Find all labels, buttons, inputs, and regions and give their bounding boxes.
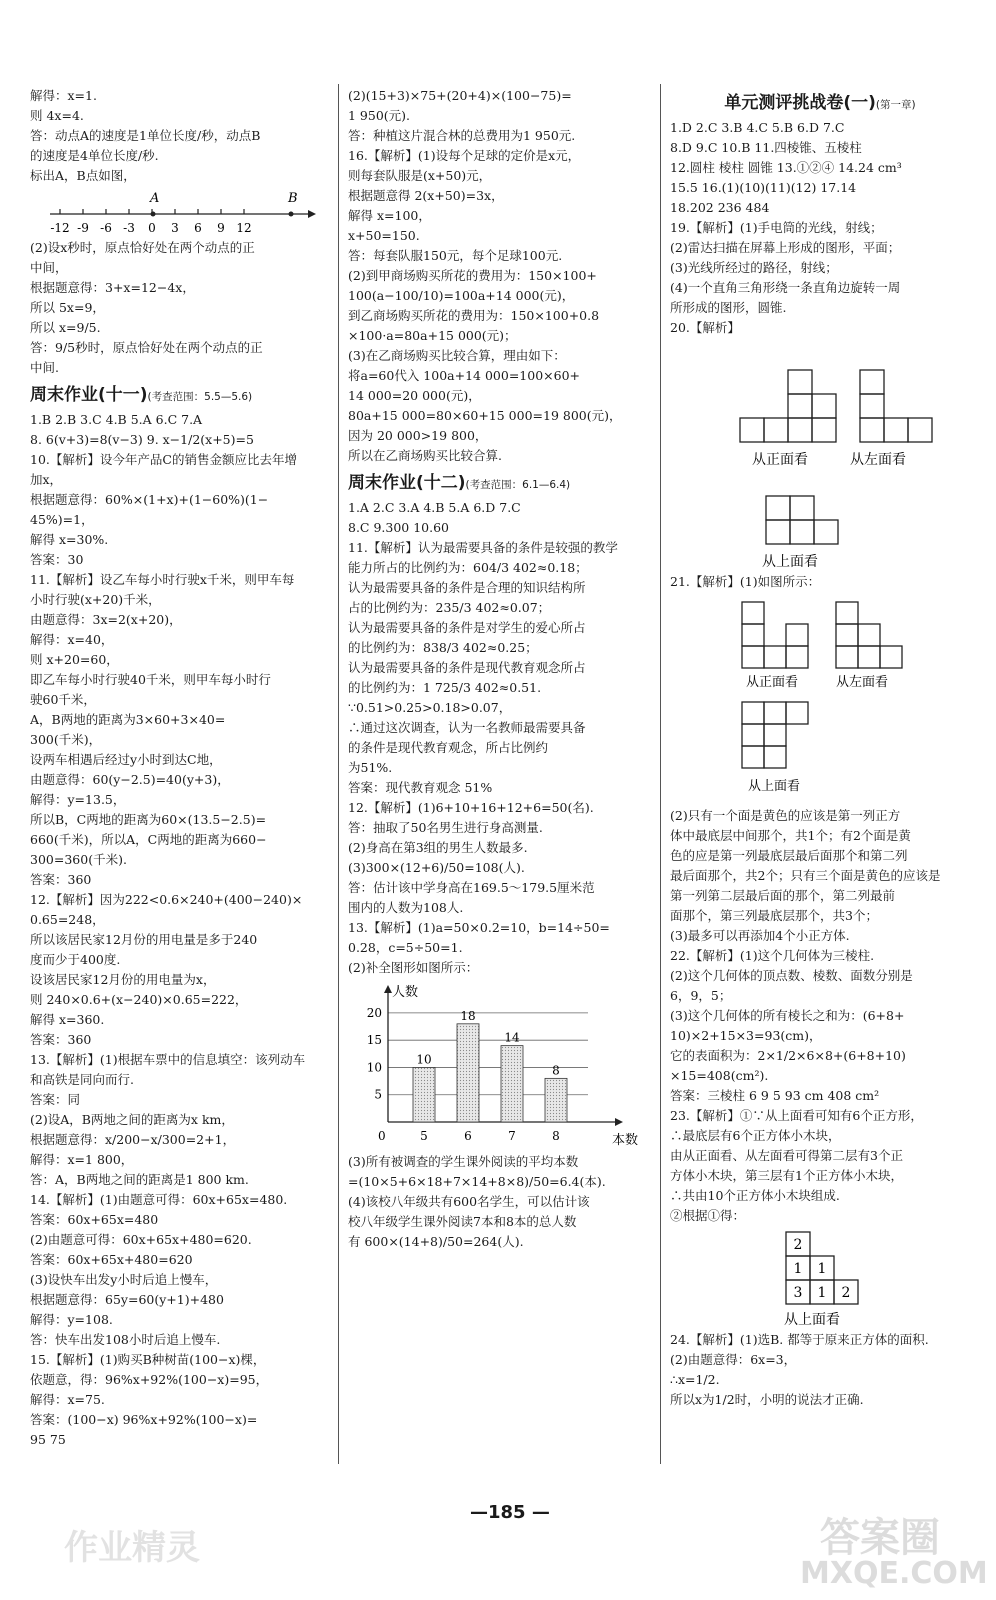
text-line: 20.【解析】 xyxy=(670,320,740,335)
text-line: 95 75 xyxy=(30,1432,66,1447)
text-line: 解得：x=1. xyxy=(30,88,97,103)
text-line: 14 000=20 000(元)， xyxy=(348,388,481,403)
column-1 xyxy=(30,86,328,1450)
number-line-tick-label: 6 xyxy=(194,221,202,235)
point-B xyxy=(289,212,294,217)
text-line: 解得：x=75. xyxy=(30,1392,105,1407)
text-line: 驶60千米， xyxy=(30,692,96,707)
text-line: 为51%. xyxy=(348,760,393,775)
text-line: 答案：三棱柱 6 9 5 93 cm 408 cm² xyxy=(670,1088,880,1103)
text-line: 围内的人数为108人. xyxy=(348,900,464,915)
text-line: 则 x+20=60， xyxy=(30,652,119,667)
text-line: 10)×2+15×3=93(cm)， xyxy=(670,1028,822,1043)
chart-bar-value-label: 8 xyxy=(552,1063,560,1078)
number-line-tick-label: 0 xyxy=(148,221,156,235)
text-line: ②根据①得： xyxy=(670,1208,746,1223)
text-line: (3)最多可以再添加4个小正方体. xyxy=(670,928,850,943)
text-line: (4)一个直角三角形绕一条直角边旋转一周 xyxy=(670,280,901,295)
text-line: 根据题意得：60%×(1+x)+(1−60%)(1− xyxy=(30,492,269,507)
chart-bar-value-label: 18 xyxy=(460,1008,476,1023)
text-line: 23.【解析】①∵从上面看可知有6个正方形， xyxy=(670,1108,923,1123)
q21-left-caption: 从左面看 xyxy=(836,675,889,690)
text-line: 根据题意得：65y=60(y+1)+480 xyxy=(30,1292,224,1307)
chart-bar xyxy=(545,1078,567,1122)
watermark-daanquan: 答案圈 xyxy=(820,1515,940,1561)
chart-x-tick-label: 8 xyxy=(552,1129,560,1143)
text-line: 认为最需要具备的条件是现代教育观念所占 xyxy=(348,660,586,675)
text-line: 所形成的图形，圆锥. xyxy=(670,300,787,315)
column-divider-2 xyxy=(660,84,661,1464)
text-line: 答：A，B两地之间的距离是1 800 km. xyxy=(30,1172,249,1187)
text-line: (3)所有被调查的学生课外阅读的平均本数 xyxy=(348,1154,579,1169)
number-line-tick-label: -6 xyxy=(100,221,112,235)
text-line: 依题意，得：96%x+92%(100−x)=95， xyxy=(30,1372,269,1387)
text-line: ∵0.51>0.25>0.18>0.07， xyxy=(348,700,512,715)
q21-three-views xyxy=(670,594,970,804)
number-line-tick-label: -12 xyxy=(50,221,70,235)
text-line: 认为最需要具备的条件是合理的知识结构所 xyxy=(348,580,586,595)
point-A xyxy=(151,212,156,217)
text-line: 解得 x=360. xyxy=(30,1012,105,1027)
q20-front-caption: 从正面看 xyxy=(752,452,808,468)
number-line-tick-label: 3 xyxy=(171,221,179,235)
text-line: 所以x为1/2时，小明的说法才正确. xyxy=(670,1392,864,1407)
text-line: 认为最需要具备的条件是对学生的爱心所占 xyxy=(348,620,586,635)
text-line: (2)补全图形如图所示： xyxy=(348,960,479,975)
section-title-weekend-11: 周末作业(十一)(考查范围：5.5—5.6) xyxy=(30,385,253,405)
chart-bar xyxy=(413,1067,435,1122)
text-line: 第一列第二层最后面的那个，第二列最前 xyxy=(670,888,896,903)
number-line-tick-label: 12 xyxy=(236,221,252,235)
text-line: 解得：y=108. xyxy=(30,1312,113,1327)
col2-lines-a xyxy=(348,86,650,466)
text-line: 1 950(元). xyxy=(348,108,411,123)
text-line: 设该居民家12月份的用电量为x， xyxy=(30,972,216,987)
q21-line: 21.【解析】(1)如图所示： xyxy=(670,574,821,589)
text-line: 0.28，c=5÷50=1. xyxy=(348,940,463,955)
col3-lines-b xyxy=(670,806,970,1226)
number-line-tick-label: -9 xyxy=(77,221,89,235)
chart-x-tick-label: 5 xyxy=(420,1129,428,1143)
text-line: 19.【解析】(1)手电筒的光线，射线； xyxy=(670,220,883,235)
chart-x-tick-label: 7 xyxy=(508,1129,516,1143)
text-line: 1.D 2.C 3.B 4.C 5.B 6.D 7.C xyxy=(670,120,845,135)
text-line: 所以B，C两地的距离为60×(13.5−2.5)= xyxy=(30,812,267,827)
text-line: 8.C 9.300 10.60 xyxy=(348,520,450,535)
text-line: 8. 6(v+3)=8(v−3) 9. x−1/2(x+5)=5 xyxy=(30,432,254,447)
text-line: 校八年级学生课外阅读7本和8本的总人数 xyxy=(348,1214,577,1229)
section-title-unit-test-1: 单元测评挑战卷(一)(第一章) xyxy=(724,93,916,113)
text-line: (2)只有一个面是黄色的应该是第一列正方 xyxy=(670,808,901,823)
text-line: 答：9/5秒时，原点恰好处在两个动点的正 xyxy=(30,340,263,355)
text-line: 最后面那个，共2个；只有三个面是黄色的应该是 xyxy=(670,868,941,883)
text-line: 24.【解析】(1)选B. 都等于原来正方体的面积. xyxy=(670,1332,929,1347)
text-line: 13.【解析】(1)a=50×0.2=10，b=14÷50= xyxy=(348,920,610,935)
text-line: 答案：60x+65x+480=620 xyxy=(30,1252,193,1267)
text-line: 色的应是第一列最底层最后面那个和第二列 xyxy=(670,848,908,863)
text-line: 小时行驶(x+20)千米， xyxy=(30,592,161,607)
text-line: 答：估计该中学身高在169.5～179.5厘米范 xyxy=(348,880,595,895)
text-line: 即乙车每小时行驶40千米，则甲车每小时行 xyxy=(30,672,271,687)
chart-bar-value-label: 14 xyxy=(504,1030,520,1045)
chart-y-tick-label: 20 xyxy=(366,1005,382,1020)
chart-y-tick-label: 15 xyxy=(366,1033,382,1048)
text-line: A，B两地的距离为3×60+3×40= xyxy=(30,712,226,727)
watermark-zuoye: 作业精灵 xyxy=(64,1528,200,1568)
text-line: 度而少于400度. xyxy=(30,952,121,967)
q23-top-view xyxy=(670,1228,970,1328)
text-line: 解得 x=30%. xyxy=(30,532,109,547)
q21-top-caption: 从上面看 xyxy=(748,779,801,794)
text-line: 12.圆柱 棱柱 圆锥 13.①②④ 14.24 cm³ xyxy=(670,160,902,175)
text-line: ∴通过这次调查，认为一名教师最需要具备 xyxy=(348,720,586,735)
q21-front-caption: 从正面看 xyxy=(746,675,799,690)
text-line: 答：快车出发108小时后追上慢车. xyxy=(30,1332,221,1347)
number-line-tick-label: 9 xyxy=(217,221,225,235)
text-line: 设两车相遇后经过y小时到达C地， xyxy=(30,752,222,767)
text-line: ∴最底层有6个正方体小木块， xyxy=(670,1128,841,1143)
text-line: ∴共由10个正方体小木块组成. xyxy=(670,1188,840,1203)
text-line: 和高铁是同向而行. xyxy=(30,1072,134,1087)
text-line: 16.【解析】(1)设每个足球的定价是x元， xyxy=(348,148,581,163)
chart-origin-label: 0 xyxy=(378,1129,386,1143)
text-line: 答：抽取了50名男生进行身高测量. xyxy=(348,820,543,835)
text-line: (2)这个几何体的顶点数、棱数、面数分别是 xyxy=(670,968,913,983)
chart-x-arrow xyxy=(615,1118,623,1126)
chart-bar xyxy=(457,1024,479,1122)
q23-cube-count: 1 xyxy=(793,1261,803,1277)
text-line: (2)由题意得：6x=3， xyxy=(670,1352,797,1367)
column-divider-1 xyxy=(338,84,339,1464)
text-line: (3)在乙商场购买比较合算，理由如下： xyxy=(348,348,566,363)
text-line: ∴x=1/2. xyxy=(670,1372,720,1387)
reading-bar-chart xyxy=(348,980,638,1150)
text-line: 答案：现代教育观念 51% xyxy=(348,780,493,795)
text-line: 14.【解析】(1)由题意可得：60x+65x=480. xyxy=(30,1192,288,1207)
text-line: 12.【解析】因为222<0.6×240+(400−240)× xyxy=(30,892,303,907)
text-line: 1.B 2.B 3.C 4.B 5.A 6.C 7.A xyxy=(30,412,203,427)
text-line: 答案：60x+65x=480 xyxy=(30,1212,159,1227)
text-line: 45%)=1， xyxy=(30,512,94,527)
col3-lines-c xyxy=(670,1330,970,1410)
text-line: (3)300×(12+6)/50=108(人). xyxy=(348,860,525,875)
q20-three-views xyxy=(670,340,970,570)
text-line: 11.【解析】设乙车每小时行驶x千米，则甲车每 xyxy=(30,572,295,587)
col2-lines-b xyxy=(348,498,650,978)
chart-y-tick-label: 10 xyxy=(366,1060,382,1075)
text-line: (2)雷达扫描在屏幕上形成的图形，平面； xyxy=(670,240,901,255)
text-line: (3)设快车出发y小时后追上慢车， xyxy=(30,1272,218,1287)
text-line: 解得：x=40， xyxy=(30,632,114,647)
text-line: 因为 20 000>19 800， xyxy=(348,428,488,443)
column-3 xyxy=(670,86,970,1410)
number-line-figure xyxy=(30,188,320,236)
q23-cube-count: 3 xyxy=(793,1285,803,1301)
text-line: 加x， xyxy=(30,472,63,487)
watermark-mxqe: MXQE.COM xyxy=(800,1556,988,1591)
text-line: (3)光线所经过的路径，射线； xyxy=(670,260,838,275)
text-line: 所以该居民家12月份的用电量是多于240 xyxy=(30,932,258,947)
q23-caption: 从上面看 xyxy=(784,1312,840,1328)
text-line: 答案：(100−x) 96%x+92%(100−x)= xyxy=(30,1412,258,1427)
text-line: 由题意得：60(y−2.5)=40(y+3)， xyxy=(30,772,230,787)
text-line: 由从正面看、从左面看可得第二层有3个正 xyxy=(670,1148,903,1163)
text-line: 将a=60代入 100a+14 000=100×60+ xyxy=(348,368,581,383)
text-line: 0.65=248， xyxy=(30,912,105,927)
text-line: 22.【解析】(1)这个几何体为三棱柱. xyxy=(670,948,875,963)
text-line: 12.【解析】(1)6+10+16+12+6=50(名). xyxy=(348,800,594,815)
q23-cube-count: 1 xyxy=(817,1285,827,1301)
text-line: (2)(15+3)×75+(20+4)×(100−75)= xyxy=(348,88,572,103)
text-line: 它的表面积为：2×1/2×6×8+(6+8+10) xyxy=(670,1048,906,1063)
text-line: 解得：x=1 800， xyxy=(30,1152,134,1167)
text-line: 18.202 236 484 xyxy=(670,200,770,215)
text-line: 10.【解析】设今年产品C的销售金额应比去年增 xyxy=(30,452,297,467)
text-line: ×15=408(cm²). xyxy=(670,1068,769,1083)
q20-top-caption: 从上面看 xyxy=(762,554,818,570)
text-line: (2)身高在第3组的男生人数最多. xyxy=(348,840,528,855)
text-line: 答：种植这片混合林的总费用为1 950元. xyxy=(348,128,576,143)
chart-bar-value-label: 10 xyxy=(416,1052,432,1067)
text-line: 的条件是现代教育观念，所占比例约 xyxy=(348,740,549,755)
text-line: (4)该校八年级共有600名学生，可以估计该 xyxy=(348,1194,590,1209)
text-line: =(10×5+6×18+7×14+8×8)/50=6.4(本). xyxy=(348,1174,606,1189)
text-line: 所以 x=9/5. xyxy=(30,320,101,335)
text-line: 15.【解析】(1)购买B种树苗(100−x)棵， xyxy=(30,1352,266,1367)
chart-bar xyxy=(501,1046,523,1122)
text-line: (2)到甲商场购买所花的费用为：150×100+ xyxy=(348,268,597,283)
text-line: (2)设x秒时，原点恰好处在两个动点的正 xyxy=(30,240,255,255)
text-line: 660(千米)，所以A，C两地的距离为660− xyxy=(30,832,267,847)
text-line: 方体小木块，第三层有1个正方体小木块， xyxy=(670,1168,903,1183)
text-line: ×100·a=80a+15 000(元)； xyxy=(348,328,517,343)
point-A-label: A xyxy=(150,191,160,206)
q23-cube-count: 2 xyxy=(841,1285,851,1301)
text-line: 解得 x=100， xyxy=(348,208,431,223)
text-line: 所以在乙商场购买比较合算. xyxy=(348,448,502,463)
chart-x-label: 本数 xyxy=(612,1133,638,1148)
chart-y-label: 人数 xyxy=(392,985,419,1000)
text-line: 答案：360 xyxy=(30,872,92,887)
text-line: 体中最底层中间那个，共1个；有2个面是黄 xyxy=(670,828,911,843)
q23-cube-count: 2 xyxy=(793,1237,803,1253)
text-line: 8.D 9.C 10.B 11.四棱锥、五棱柱 xyxy=(670,140,862,155)
text-line: 则 240×0.6+(x−240)×0.65=222， xyxy=(30,992,248,1007)
text-line: 根据题意得：x/200−x/300=2+1， xyxy=(30,1132,236,1147)
text-line: 6，9，5； xyxy=(670,988,732,1003)
text-line: 11.【解析】认为最需要具备的条件是较强的教学 xyxy=(348,540,618,555)
text-line: 300(千米)， xyxy=(30,732,102,747)
text-line: (3)这个几何体的所有棱长之和为：(6+8+ xyxy=(670,1008,905,1023)
text-line: 所以 5x=9， xyxy=(30,300,105,315)
chart-y-arrow xyxy=(384,985,392,993)
text-line: (2)由题意可得：60x+65x+480=620. xyxy=(30,1232,252,1247)
text-line: 到乙商场购买所花的费用为：150×100+0.8 xyxy=(348,308,600,323)
text-line: 则每套队服是(x+50)元， xyxy=(348,168,492,183)
q23-cube-count: 1 xyxy=(817,1261,827,1277)
text-line: 解得：y=13.5， xyxy=(30,792,126,807)
text-line: 能力所占的比例约为：604/3 402≈0.18； xyxy=(348,560,588,575)
text-line: 300=360(千米). xyxy=(30,852,127,867)
chart-y-tick-label: 5 xyxy=(374,1087,382,1102)
text-line: 根据题意得：3+x=12−4x， xyxy=(30,280,195,295)
text-line: 80a+15 000=80×60+15 000=19 800(元)， xyxy=(348,408,622,423)
text-line: 的比例约为：1 725/3 402≈0.51. xyxy=(348,680,542,695)
chart-x-tick-label: 6 xyxy=(464,1129,472,1143)
text-line: 根据题意得 2(x+50)=3x， xyxy=(348,188,504,203)
section-title-weekend-12: 周末作业(十二)(考查范围：6.1—6.4) xyxy=(348,473,571,493)
col1-lines-b xyxy=(30,238,328,378)
col3-lines-a xyxy=(670,118,970,338)
text-line: 答案：30 xyxy=(30,552,84,567)
text-line: 占的比例约为：235/3 402≈0.07； xyxy=(348,600,551,615)
text-line: 答案：同 xyxy=(30,1092,81,1107)
text-line: 的比例约为：838/3 402≈0.25； xyxy=(348,640,538,655)
text-line: 中间. xyxy=(30,360,59,375)
col1-lines-a xyxy=(30,86,328,186)
text-line: (2)设A，B两地之间的距离为x km， xyxy=(30,1112,234,1127)
text-line: 答：动点A的速度是1单位长度/秒，动点B xyxy=(30,128,261,143)
text-line: 100(a−100/10)=100a+14 000(元)， xyxy=(348,288,575,303)
text-line: x+50=150. xyxy=(348,228,420,243)
col2-lines-c xyxy=(348,1152,650,1252)
text-line: 面那个，第三列最底层那个，共3个； xyxy=(670,908,878,923)
text-line: 的速度是4单位长度/秒. xyxy=(30,148,159,163)
column-2 xyxy=(348,86,650,1252)
text-line: 标出A，B点如图， xyxy=(30,168,136,183)
text-line: 则 4x=4. xyxy=(30,108,84,123)
text-line: 1.A 2.C 3.A 4.B 5.A 6.D 7.C xyxy=(348,500,521,515)
q20-left-caption: 从左面看 xyxy=(850,452,906,468)
col1-lines-c xyxy=(30,410,328,1450)
text-line: 由题意得：3x=2(x+20)， xyxy=(30,612,182,627)
number-line-tick-label: -3 xyxy=(123,221,135,235)
text-line: 答：每套队服150元，每个足球100元. xyxy=(348,248,563,263)
text-line: 有 600×(14+8)/50=264(人). xyxy=(348,1234,524,1249)
text-line: 13.【解析】(1)根据车票中的信息填空：该列动车 xyxy=(30,1052,306,1067)
point-B-label: B xyxy=(288,191,298,206)
text-line: 中间， xyxy=(30,260,68,275)
text-line: 15.5 16.(1)(10)(11)(12) 17.14 xyxy=(670,180,857,195)
page-number: —185 — xyxy=(470,1502,550,1523)
text-line: 答案：360 xyxy=(30,1032,92,1047)
